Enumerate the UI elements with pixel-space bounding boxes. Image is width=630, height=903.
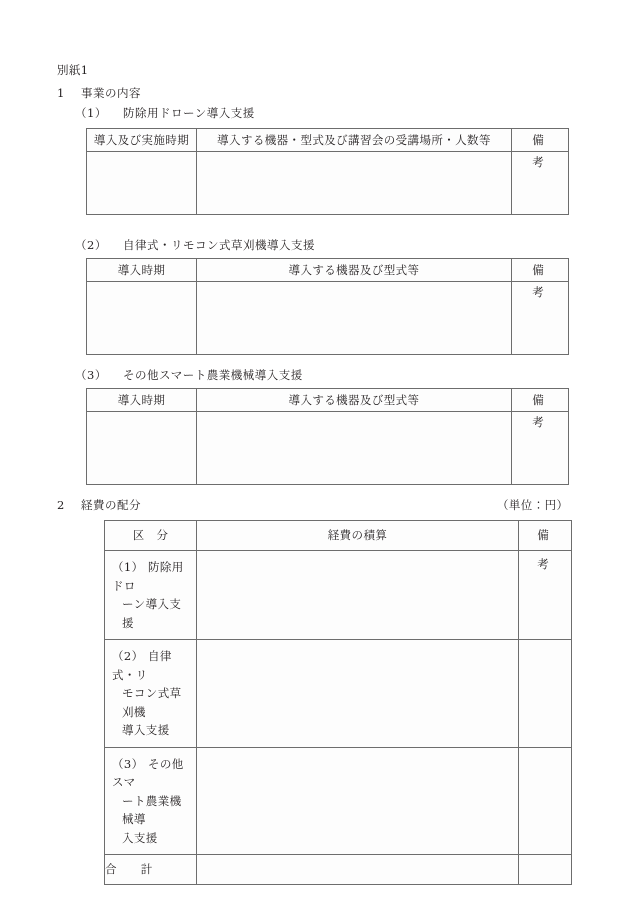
cell-estimate-other[interactable] [197,747,519,855]
column-header-period: 導入時期 [87,389,197,412]
cell-category-mower [105,640,197,748]
cost-row-2-label-line2: モコン式草刈機 [122,686,182,719]
subsection-1-1-title: 防除用ドローン導入支援 [123,106,255,120]
table-header-row [87,129,569,152]
document-label: 別紙1 [57,63,89,77]
table-other-smart-machinery [86,388,569,485]
cell-category-other [105,747,197,855]
cell-remarks-other[interactable] [519,747,572,855]
section-2-title: 経費の配分 [81,498,141,512]
table-header-row [87,259,569,282]
cost-row-3-label-line2: ート農業機械導 [122,793,182,826]
cost-row-1-number: （1） [112,560,144,574]
cell-equipment[interactable] [197,152,512,215]
table-row [105,551,572,640]
column-header-category: 区 分 [105,521,197,551]
cost-row-2-label-line1: 自律式・リ [112,649,172,682]
column-header-estimate: 経費の積算 [197,521,519,551]
column-header-equipment: 導入する機器及び型式等 [197,389,512,412]
subsection-1-1-heading [75,105,255,121]
cost-row-2-label-line3: 導入支援 [122,723,170,737]
cell-equipment[interactable] [197,412,512,485]
column-header-remarks: 備 考 [519,521,572,551]
table-total-row [105,855,572,885]
section-1-number: 1 [57,86,65,100]
cell-estimate-drone[interactable] [197,551,519,640]
table-header-row [105,521,572,551]
column-header-remarks: 備 考 [512,129,569,152]
section-1-heading [57,85,141,101]
cell-equipment[interactable] [197,282,512,355]
table-row [87,152,569,215]
subsection-1-3-number: （3） [75,368,107,382]
table-drone-introduction [86,128,569,215]
cost-row-1-label-line2: ーン導入支援 [122,597,182,630]
subsection-1-1-number: （1） [75,106,107,120]
cell-period[interactable] [87,412,197,485]
cell-total-label: 合 計 [105,855,197,885]
subsection-1-3-title: その他スマート農業機械導入支援 [123,368,303,382]
subsection-1-3-heading [75,367,303,383]
cell-category-drone [105,551,197,640]
cost-row-3-label-line1: その他スマ [112,756,184,789]
cell-period[interactable] [87,152,197,215]
cell-period[interactable] [87,282,197,355]
section-2-number: 2 [57,498,65,512]
table-row [105,747,572,855]
subsection-1-2-heading [75,237,315,253]
section-2-heading [57,497,141,513]
table-row [105,640,572,748]
cell-estimate-mower[interactable] [197,640,519,748]
table-row [87,412,569,485]
subsection-1-2-title: 自律式・リモコン式草刈機導入支援 [123,238,315,252]
section-1-title: 事業の内容 [81,86,141,100]
cell-remarks-mower[interactable] [519,640,572,748]
subsection-1-2-number: （2） [75,238,107,252]
cost-row-3-label-line3: 入支援 [122,830,158,845]
table-header-row [87,389,569,412]
column-header-equipment: 導入する機器・型式及び講習会の受講場所・人数等 [197,129,512,152]
cell-total-remarks[interactable] [519,855,572,885]
unit-note: （単位：円） [497,498,569,512]
table-mower-introduction [86,258,569,355]
column-header-period: 導入及び実施時期 [87,129,197,152]
column-header-remarks: 備 考 [512,259,569,282]
cost-row-2-number: （2） [112,649,144,663]
cost-row-1-label-line1: 防除用ドロ [112,560,184,593]
column-header-period: 導入時期 [87,259,197,282]
cost-row-3-number: （3） [112,756,144,771]
column-header-remarks: 備 考 [512,389,569,412]
table-row [87,282,569,355]
column-header-equipment: 導入する機器及び型式等 [197,259,512,282]
table-cost-allocation [104,520,572,885]
cell-total-estimate[interactable] [197,855,519,885]
